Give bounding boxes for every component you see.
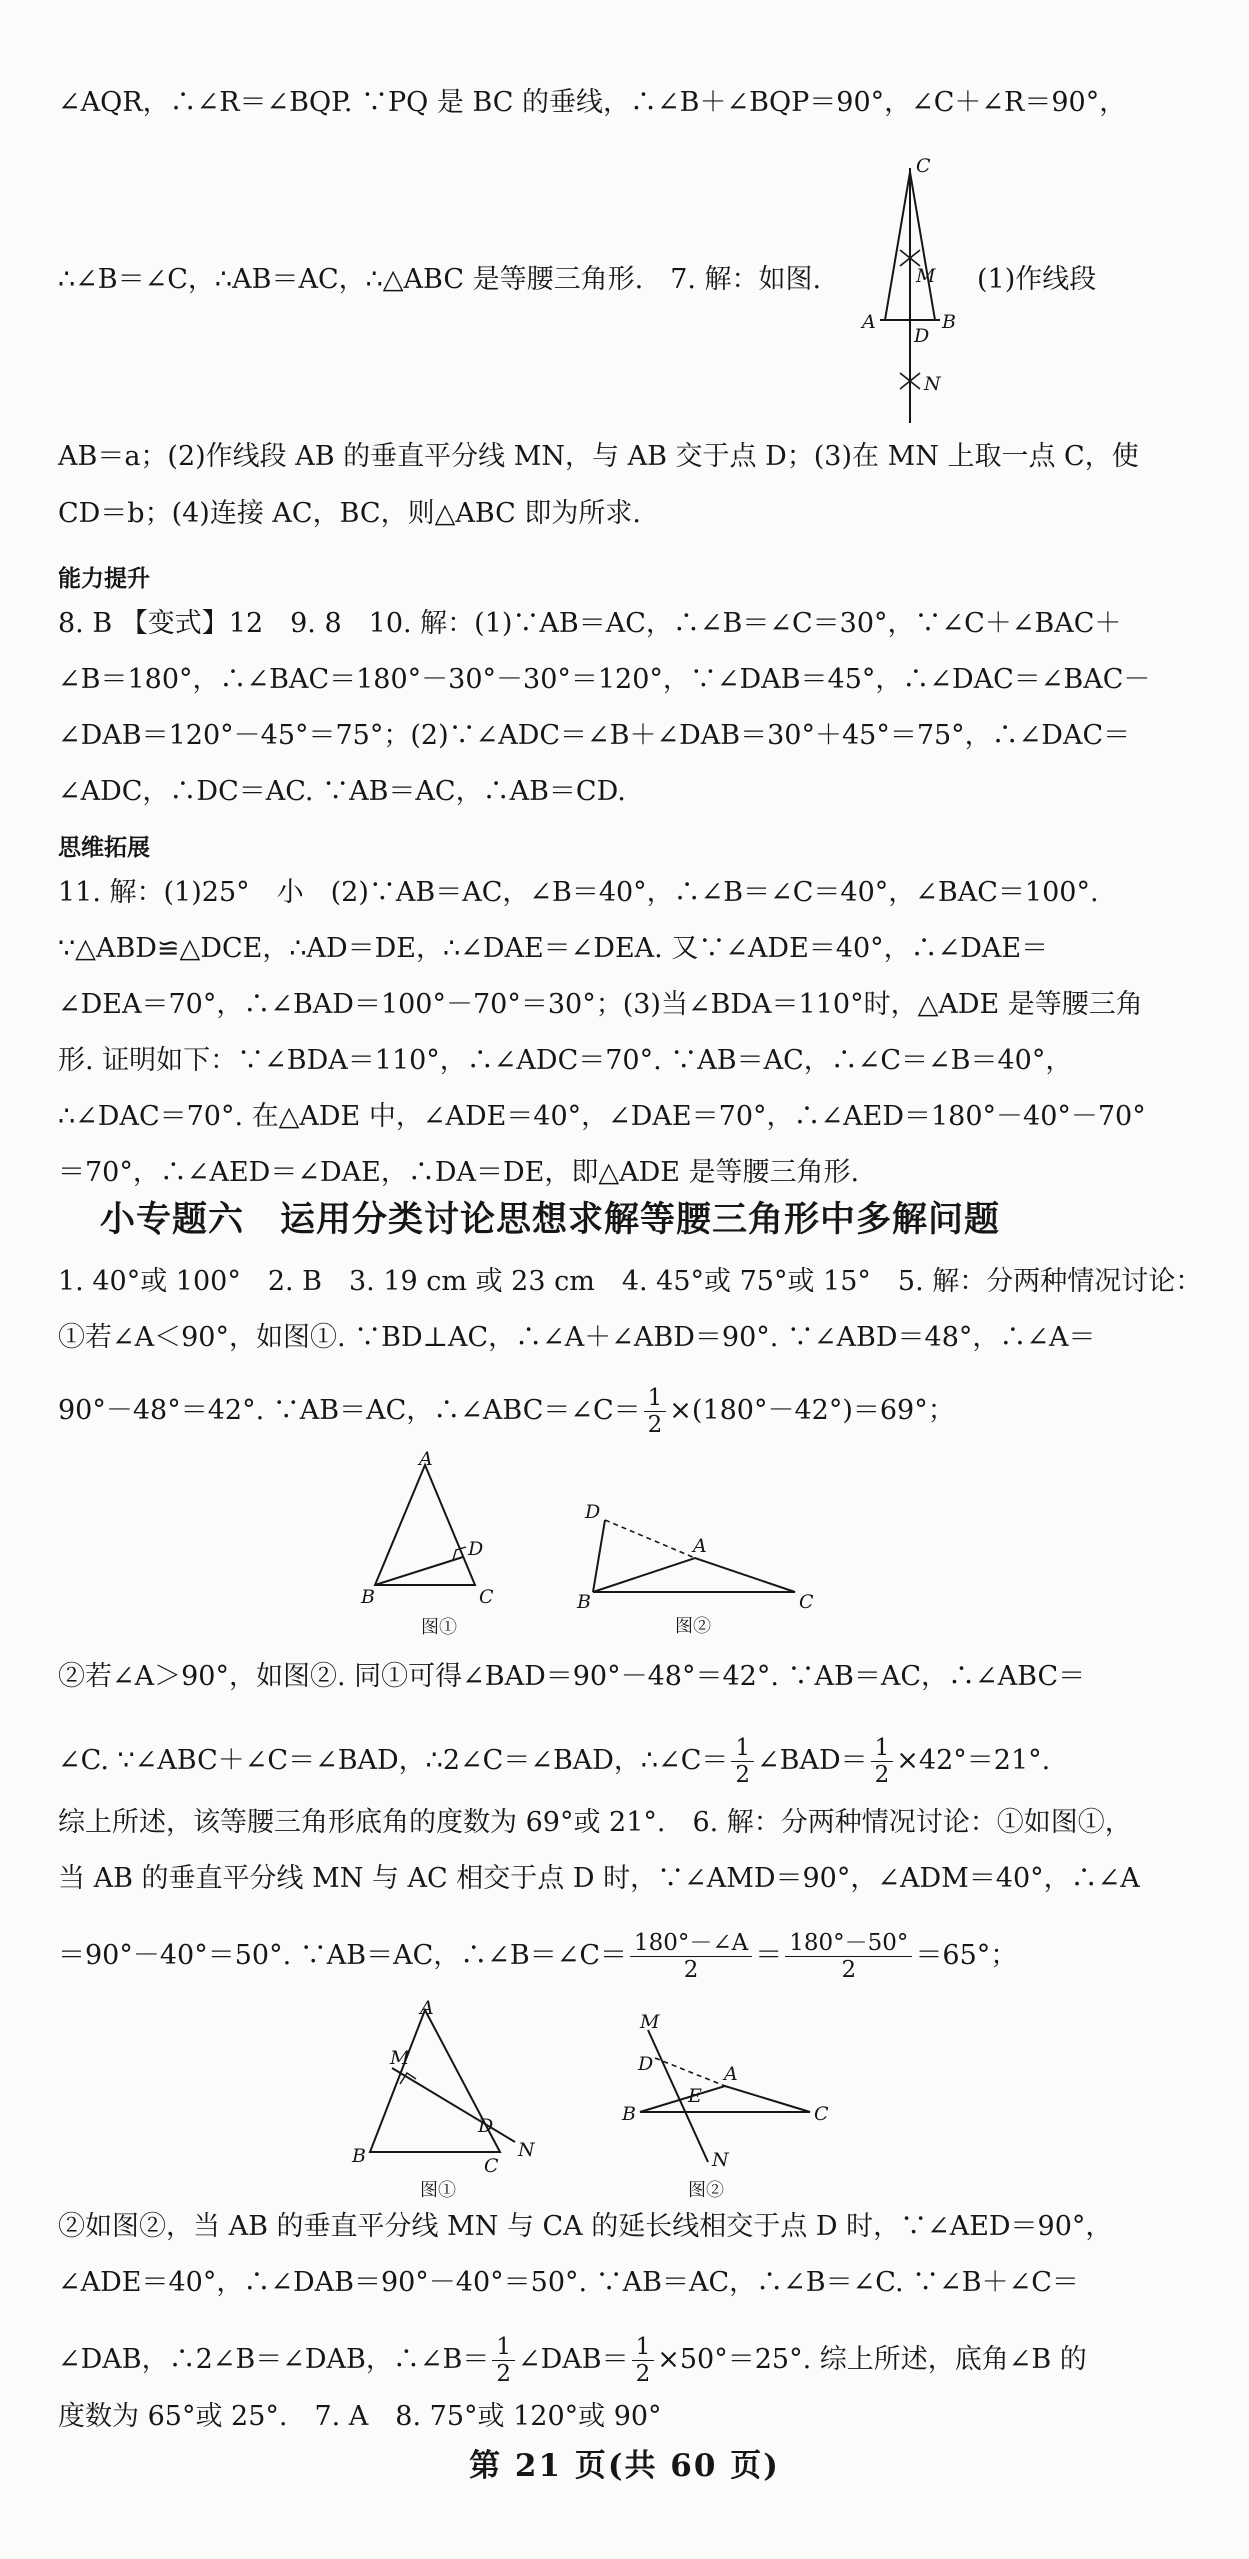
text-line: 综上所述，该等腰三角形底角的度数为 69°或 21°. 6. 解：分两种情况讨论：①如图①， bbox=[58, 1807, 1132, 1838]
text-line: 形. 证明如下：∵∠BDA＝110°，∴∠ADC＝70°. ∵AB＝AC，∴∠C＝∠B＝40°， bbox=[58, 1045, 1073, 1076]
figure-q6-2 bbox=[610, 2000, 850, 2200]
text-line: ∠DEA＝70°，∴∠BAD＝100°－70°＝30°；(3)当∠BDA＝110°时，△ADE 是等腰三角 bbox=[58, 989, 1143, 1020]
triangle-abc bbox=[375, 1465, 475, 1585]
side-ac bbox=[885, 172, 910, 320]
label-d: D bbox=[468, 1538, 484, 1560]
label-d: D bbox=[478, 2115, 494, 2137]
text-line: ①若∠A＜90°，如图①. ∵BD⊥AC，∴∠A＋∠ABD＝90°. ∵∠ABD＝48°，∴∠A＝ bbox=[58, 1322, 1096, 1353]
figure-q5-1 bbox=[355, 1448, 535, 1638]
text-line: 当 AB 的垂直平分线 MN 与 AC 相交于点 D 时，∵∠AMD＝90°，∠ADM＝40°，∴∠A bbox=[58, 1863, 1140, 1894]
text-line: (1)作线段 bbox=[977, 264, 1097, 295]
text-line: ∠ADE＝40°，∴∠DAB＝90°－40°＝50°. ∵AB＝AC，∴∠B＝∠C. ∵∠B＋∠C＝ bbox=[58, 2267, 1079, 2298]
text-line: 8. B 【变式】12 9. 8 10. 解：(1)∵AB＝AC，∴∠B＝∠C＝30°，∵∠C＋∠BAC＋ bbox=[58, 608, 1122, 639]
label-a: A bbox=[419, 1448, 433, 1470]
label-a: A bbox=[420, 1997, 434, 2019]
label-e: E bbox=[688, 2085, 702, 2107]
fraction-half: $\frac{1}{2}$ bbox=[871, 1735, 894, 1788]
label-b: B bbox=[352, 2145, 366, 2167]
label-b: B bbox=[577, 1591, 591, 1613]
label-b: B bbox=[942, 311, 956, 333]
fraction-180-minus-a: $\frac{180^\circ-\angle A}{2}$ bbox=[630, 1930, 752, 1983]
text-line: ＝90°－40°＝50°. ∵AB＝AC，∴∠B＝∠C＝ $\frac{180^\circ-\angle A}{2}$ ＝ $\frac{180^\circ-50^\circ}{2}$ ＝65°； bbox=[58, 1930, 1018, 1983]
fraction-half: $\frac{1}{2}$ bbox=[731, 1735, 754, 1788]
fraction-180-minus-50: $\frac{180^\circ-50^\circ}{2}$ bbox=[785, 1930, 912, 1983]
caption: 图① bbox=[420, 2180, 456, 2201]
special-topic-title: 小专题六 运用分类讨论思想求解等腰三角形中多解问题 bbox=[100, 1200, 1001, 1240]
triangle-abc bbox=[640, 2086, 810, 2112]
label-m: M bbox=[390, 2047, 410, 2069]
bisector-mn bbox=[392, 2068, 515, 2142]
section-heading: 思维拓展 bbox=[58, 835, 150, 861]
label-a: A bbox=[693, 1535, 707, 1557]
text-line: 11. 解：(1)25° 小 (2)∵AB＝AC，∠B＝40°，∴∠B＝∠C＝40°，∠BAC＝100°. bbox=[58, 877, 1099, 908]
label-a: A bbox=[724, 2063, 738, 2085]
label-m: M bbox=[640, 2011, 660, 2033]
figure-q7 bbox=[850, 148, 970, 438]
caption: 图② bbox=[675, 1616, 711, 1637]
extension-ca bbox=[655, 2058, 725, 2086]
text-line: ∠DAB，∴2∠B＝∠DAB，∴∠B＝ $\frac{1}{2}$ ∠DAB＝ $\frac{1}{2}$ ×50°＝25°. 综上所述，底角∠B 的 bbox=[58, 2334, 1087, 2387]
section-heading: 能力提升 bbox=[58, 566, 150, 592]
label-c: C bbox=[484, 2155, 499, 2177]
text-line: ∴∠DAC＝70°. 在△ADE 中，∠ADE＝40°，∠DAE＝70°，∴∠AED＝180°－40°－70° bbox=[58, 1101, 1146, 1132]
text-line: ②如图②，当 AB 的垂直平分线 MN 与 CA 的延长线相交于点 D 时，∵∠AED＝90°， bbox=[58, 2211, 1113, 2242]
altitude-bd bbox=[593, 1520, 605, 1592]
label-c: C bbox=[814, 2103, 829, 2125]
fraction-half: $\frac{1}{2}$ bbox=[492, 2334, 515, 2387]
text-line: ＝70°，∴∠AED＝∠DAE，∴DA＝DE，即△ADE 是等腰三角形. bbox=[58, 1157, 860, 1188]
fraction-half: $\frac{1}{2}$ bbox=[632, 2334, 655, 2387]
caption: 图① bbox=[421, 1617, 457, 1638]
page-footer: 第 21 页(共 60 页) bbox=[469, 2448, 780, 2484]
label-n: N bbox=[712, 2149, 729, 2171]
text-line: ∵△ABD≌△DCE，∴AD＝DE，∴∠DAE＝∠DEA. 又∵∠ADE＝40°，∴∠DAE＝ bbox=[58, 933, 1049, 964]
text-line: ∠C. ∵∠ABC＋∠C＝∠BAD，∴2∠C＝∠BAD，∴∠C＝ $\frac{1}{2}$ ∠BAD＝ $\frac{1}{2}$ ×42°＝21°. bbox=[58, 1735, 1051, 1788]
text-line: 1. 40°或 100° 2. B 3. 19 cm 或 23 cm 4. 45°或 75°或 15° 5. 解：分两种情况讨论： bbox=[58, 1266, 1203, 1297]
label-c: C bbox=[916, 155, 931, 177]
caption: 图② bbox=[688, 2180, 724, 2201]
label-c: C bbox=[799, 1591, 814, 1613]
fraction-half: $\frac{1}{2}$ bbox=[644, 1385, 667, 1438]
text-line: CD＝b；(4)连接 AC，BC，则△ABC 即为所求. bbox=[58, 498, 642, 529]
text-line: 90°－48°＝42°. ∵AB＝AC，∴∠ABC＝∠C＝ $\frac{1}{2}$ ×(180°－42°)＝69°； bbox=[58, 1385, 955, 1438]
text-line: ∠DAB＝120°－45°＝75°；(2)∵∠ADC＝∠B＋∠DAB＝30°＋45°＝75°，∴∠DAC＝ bbox=[58, 720, 1131, 751]
extension-ca bbox=[605, 1520, 695, 1558]
label-n: N bbox=[924, 373, 941, 395]
label-b: B bbox=[361, 1586, 375, 1608]
triangle-abc bbox=[593, 1558, 795, 1592]
label-d: D bbox=[914, 325, 930, 347]
figure-q6-1 bbox=[340, 1997, 550, 2201]
text-line: ∠B＝180°，∴∠BAC＝180°－30°－30°＝120°，∵∠DAB＝45°，∴∠DAC＝∠BAC－ bbox=[58, 664, 1151, 695]
label-d: D bbox=[585, 1501, 601, 1523]
figure-q5-2 bbox=[575, 1500, 815, 1640]
label-b: B bbox=[622, 2103, 636, 2125]
label-d: D bbox=[638, 2053, 654, 2075]
label-n: N bbox=[518, 2139, 535, 2161]
text-line: ∠ADC，∴DC＝AC. ∵AB＝AC，∴AB＝CD. bbox=[58, 776, 626, 807]
side-bc bbox=[910, 172, 935, 320]
text-line: ∴∠B＝∠C，∴AB＝AC，∴△ABC 是等腰三角形. 7. 解：如图. bbox=[58, 264, 822, 295]
text-line: 度数为 65°或 25°. 7. A 8. 75°或 120°或 90° bbox=[58, 2401, 662, 2432]
label-a: A bbox=[862, 311, 876, 333]
label-c: C bbox=[479, 1586, 494, 1608]
label-m: M bbox=[916, 265, 936, 287]
altitude-bd bbox=[375, 1557, 463, 1585]
text-line: ②若∠A＞90°，如图②. 同①可得∠BAD＝90°－48°＝42°. ∵AB＝AC，∴∠ABC＝ bbox=[58, 1661, 1086, 1692]
text-line: ∠AQR，∴∠R＝∠BQP. ∵PQ 是 BC 的垂线，∴∠B＋∠BQP＝90°，∠C＋∠R＝90°， bbox=[58, 87, 1127, 118]
text-line: AB＝a；(2)作线段 AB 的垂直平分线 MN，与 AB 交于点 D；(3)在 MN 上取一点 C，使 bbox=[58, 441, 1139, 472]
